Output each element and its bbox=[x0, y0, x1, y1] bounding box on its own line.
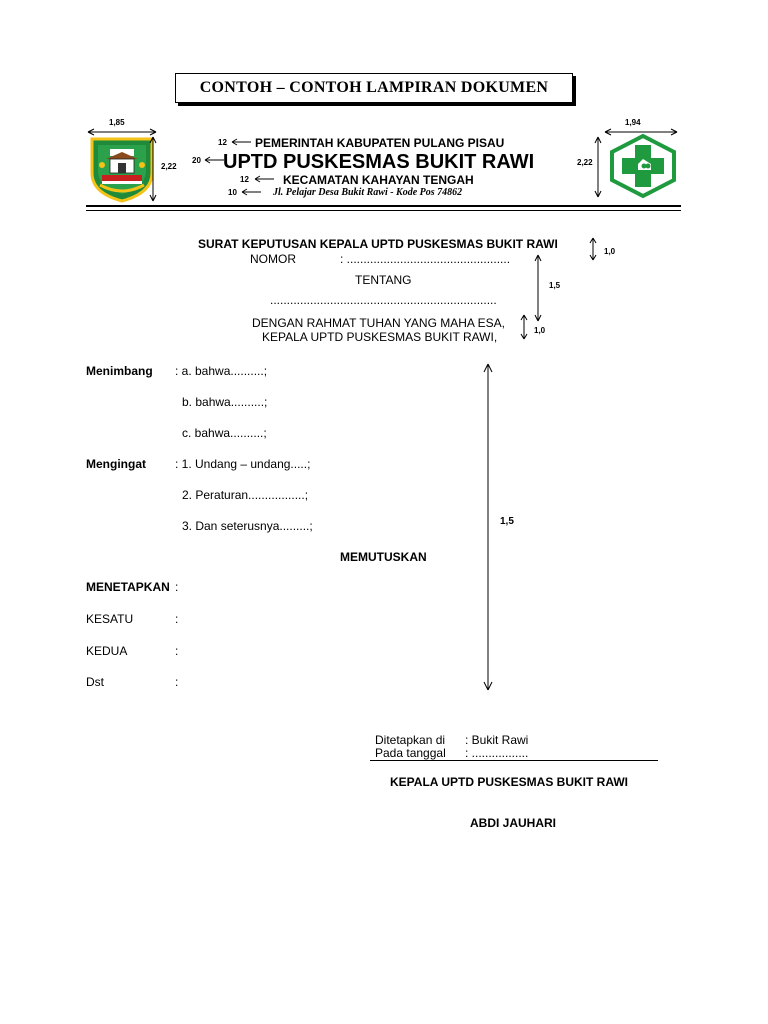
decree-heading: SURAT KEPUTUSAN KEPALA UPTD PUSKESMAS BUKIT RAWI bbox=[198, 237, 558, 251]
menimbang-item: c. bahwa..........; bbox=[182, 426, 267, 440]
left-logo-width-label: 1,85 bbox=[109, 118, 125, 127]
mengingat-item: : 1. Undang – undang.....; bbox=[175, 457, 311, 471]
letterhead-line1: PEMERINTAH KABUPATEN PULANG PISAU bbox=[255, 136, 505, 150]
mengingat-label: Mengingat bbox=[86, 457, 146, 471]
letterhead-address: Jl. Pelajar Desa Bukit Rawi - Kode Pos 74862 bbox=[273, 187, 463, 198]
right-logo-height-label: 2,22 bbox=[577, 158, 593, 167]
menimbang-label: Menimbang bbox=[86, 364, 153, 378]
arrow-left-icon bbox=[240, 188, 262, 196]
diktum-colon: : bbox=[175, 644, 179, 658]
tentang-dots: .................................................................... bbox=[270, 293, 497, 307]
nomor-value: : ................................................. bbox=[340, 252, 511, 266]
right-logo-width-arrow-icon bbox=[603, 128, 679, 136]
size-label-address: 10 bbox=[228, 188, 237, 197]
mengingat-item: 2. Peraturan.................; bbox=[182, 488, 309, 502]
spacing-arrow-icon bbox=[482, 362, 494, 692]
right-logo-height-arrow-icon bbox=[593, 135, 603, 199]
spacing-label-body: 1,5 bbox=[500, 516, 514, 527]
diktum-colon: : bbox=[175, 675, 179, 689]
spacing-label-preamble: 1,0 bbox=[534, 326, 546, 335]
arrow-left-icon bbox=[230, 138, 252, 146]
signatory-position: KEPALA UPTD PUSKESMAS BUKIT RAWI bbox=[390, 775, 629, 789]
date-label: Pada tanggal bbox=[375, 746, 446, 760]
menimbang-item: : a. bahwa..........; bbox=[175, 364, 268, 378]
diktum-label: Dst bbox=[86, 675, 104, 689]
diktum-label: KESATU bbox=[86, 612, 134, 626]
menetapkan-colon: : bbox=[175, 580, 179, 594]
spacing-label-nomor: 1,5 bbox=[549, 281, 561, 290]
preamble-line1: DENGAN RAHMAT TUHAN YANG MAHA ESA, bbox=[252, 316, 505, 330]
letterhead-rule-thin bbox=[86, 210, 681, 211]
preamble-line2: KEPALA UPTD PUSKESMAS BUKIT RAWI, bbox=[262, 330, 498, 344]
place-value: : Bukit Rawi bbox=[465, 733, 529, 747]
left-logo-height-label: 2,22 bbox=[161, 162, 177, 171]
regency-emblem-icon bbox=[88, 135, 156, 203]
document-title: CONTOH – CONTOH LAMPIRAN DOKUMEN bbox=[175, 73, 573, 103]
signatory-name: ABDI JAUHARI bbox=[470, 816, 557, 830]
spacing-arrow-icon bbox=[533, 253, 543, 323]
memutuskan-heading: MEMUTUSKAN bbox=[340, 550, 427, 564]
arrow-left-icon bbox=[253, 175, 275, 183]
spacing-label-heading: 1,0 bbox=[604, 247, 616, 256]
diktum-label: KEDUA bbox=[86, 644, 128, 658]
right-logo-width-label: 1,94 bbox=[625, 118, 641, 127]
place-label: Ditetapkan di bbox=[375, 733, 446, 747]
left-logo-height-arrow-icon bbox=[148, 135, 158, 203]
signature-divider bbox=[370, 760, 658, 761]
letterhead-line3: KECAMATAN KAHAYAN TENGAH bbox=[283, 173, 474, 187]
letterhead-rule-thick bbox=[86, 205, 681, 207]
diktum-colon: : bbox=[175, 612, 179, 626]
menetapkan-label: MENETAPKAN bbox=[86, 580, 170, 594]
size-label-line2: 20 bbox=[192, 156, 201, 165]
letterhead-line2: UPTD PUSKESMAS BUKIT RAWI bbox=[223, 151, 535, 173]
mengingat-item: 3. Dan seterusnya.........; bbox=[182, 519, 313, 533]
tentang-heading: TENTANG bbox=[355, 273, 412, 287]
size-label-line1: 12 bbox=[218, 138, 227, 147]
spacing-arrow-icon bbox=[519, 313, 529, 341]
arrow-left-icon bbox=[203, 156, 225, 164]
spacing-arrow-icon bbox=[588, 236, 598, 262]
nomor-label: NOMOR bbox=[250, 252, 296, 266]
size-label-line3: 12 bbox=[240, 175, 249, 184]
menimbang-item: b. bahwa..........; bbox=[182, 395, 268, 409]
health-center-cross-icon bbox=[608, 133, 678, 199]
date-value: : ................. bbox=[465, 746, 529, 760]
